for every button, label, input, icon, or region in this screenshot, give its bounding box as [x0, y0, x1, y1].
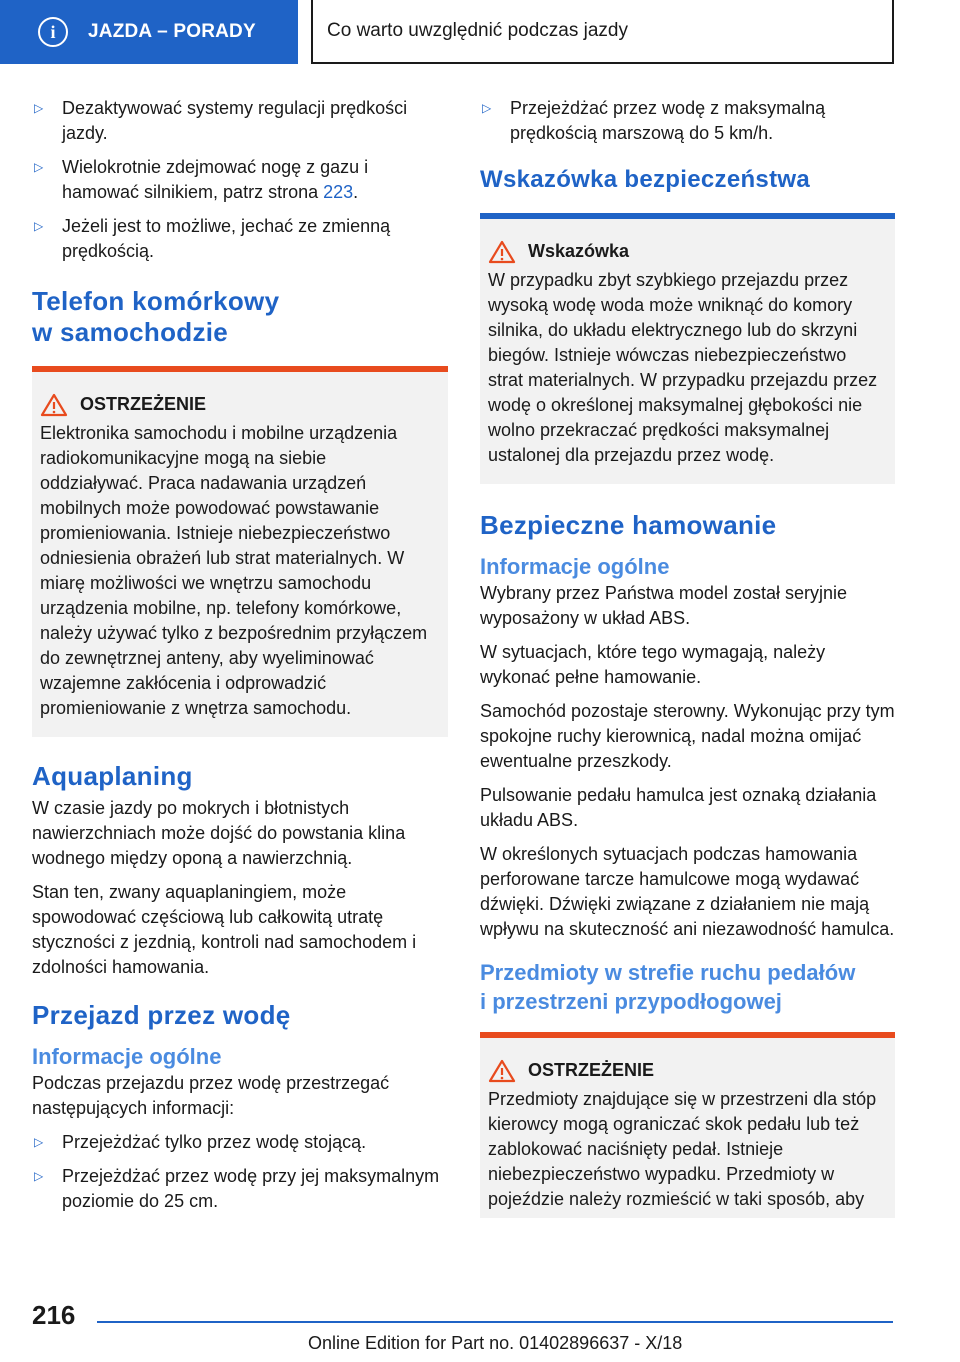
list-item-text: Przejeżdżać tylko przez wodę stojącą.: [62, 1132, 367, 1152]
left-column: [32, 96, 448, 1223]
subheading: Informacje ogólne: [480, 554, 670, 579]
list-item: [32, 96, 448, 146]
warning-title: OSTRZEŻENIE: [80, 394, 207, 414]
triangle-bullet-icon: ▷: [34, 1169, 44, 1183]
warning-text: Przedmioty znajdujące się w przestrzeni dla stóp kierowcy mogą ograniczać skok pedału lub też zablokować naciśnięty pedał. Istnieje niebezpieczeństwo wypadku. Przedmioty w pojeździe należy rozmieścić w taki sposób, aby: [488, 1089, 877, 1209]
notice-text: W przypadku zbyt szybkiego przejazdu przez wysoką wodę woda może wniknąć do komory silnika, do układu elektrycznego lub do skrzyni biegów. Istnieje wówczas niebezpieczeństwo strat materialnych. W przypadku przejazdu przez wodę o określonej maksymalnej głębokości nie wolno przekraczać prędkości maksymalnej ustalonej dla przejazdu przez wodę.: [488, 270, 878, 465]
list-item-text: Wielokrotnie zdejmować nogę z gazu i hamować silnikiem, patrz strona: [62, 157, 369, 202]
heading-line: w samochodzie: [32, 317, 229, 347]
paragraph: W określonych sytuacjach podczas hamowania perforowane tarcze hamulcowe mogą wydawać dźwięki. Dźwięki związane z działaniem nie mają wpływu na skuteczność ani niezawodność hamulca.: [480, 844, 895, 939]
triangle-bullet-icon: ▷: [34, 101, 44, 115]
paragraph: Samochód pozostaje sterowny. Wykonując przy tym spokojne ruchy kierownicą, nadal można omijać ewentualne przeszkody.: [480, 701, 895, 771]
warning-box: [480, 1032, 895, 1218]
notice-box: [480, 213, 895, 484]
warning-box-header: [488, 1058, 881, 1083]
section-tab[interactable]: [0, 0, 298, 64]
section-heading-braking: Bezpieczne hamowanie: [480, 510, 777, 540]
notice-box-header: [488, 239, 881, 264]
section-heading-water: Przejazd przez wodę: [32, 1000, 291, 1030]
triangle-bullet-icon: ▷: [482, 101, 492, 115]
list-item-text-with-link: Wielokrotnie zdejmować nogę z gazu i hamować silnikiem, patrz strona 223.: [62, 157, 369, 202]
triangle-bullet-icon: ▷: [34, 1135, 44, 1149]
page-number: 216: [32, 1300, 76, 1330]
triangle-bullet-icon: ▷: [34, 160, 44, 174]
paragraph: W sytuacjach, które tego wymagają, należy wykonać pełne hamowanie.: [480, 642, 826, 687]
list-item-text: Przejeżdżać przez wodę z maksymalną prędkością marszową do 5 km/h.: [510, 98, 826, 143]
notice-title: Wskazówka: [528, 241, 630, 261]
chapter-title: [311, 0, 894, 64]
paragraph: Wybrany przez Państwa model został seryjnie wyposażony w układ ABS.: [480, 583, 847, 628]
warning-box-header: [40, 392, 434, 417]
section-heading-pedals: [480, 958, 895, 1016]
triangle-bullet-icon: ▷: [34, 219, 44, 233]
section-heading-phone: [32, 286, 448, 348]
heading-line: i przestrzeni przypodłogowej: [480, 989, 782, 1014]
list-item: [32, 155, 448, 205]
list-item-text: Jeżeli jest to możliwe, jechać ze zmienną prędkością.: [62, 216, 391, 261]
page-reference-link[interactable]: 223: [323, 182, 354, 202]
warning-triangle-icon: [40, 393, 68, 417]
warning-box: [32, 366, 448, 737]
right-column: [480, 96, 895, 1218]
section-heading-safety: Wskazówka bezpieczeństwa: [480, 166, 810, 193]
subheading: Informacje ogólne: [32, 1044, 222, 1069]
edition-text: Online Edition for Part no. 01402896637 - X/18: [308, 1333, 683, 1353]
footer-divider: [97, 1321, 893, 1323]
info-icon: i: [38, 17, 68, 47]
warning-text: Elektronika samochodu i mobilne urządzenia radiokomunikacyjne mogą na siebie oddziaływać. Praca nadawania urządzeń mobilnych może powodować powstawanie promieniowania. Istnieje niebezpieczeństwo odniesienia obrażeń lub strat materialnych. W miarę możliwości we wnętrzu samochodu urządzenia mobilne, np. telefony komórkowe, należy używać tylko z bezpośrednim przyłączem do zewnętrznej anteny, aby wyeliminować wzajemne zakłócenia i odprowadzić promieniowanie z wnętrza samochodu.: [40, 423, 428, 718]
warning-title: OSTRZEŻENIE: [528, 1060, 655, 1080]
list-item: [32, 1130, 448, 1155]
section-label: JAZDA – PORADY: [88, 21, 256, 42]
paragraph: Pulsowanie pedału hamulca jest oznaką działania układu ABS.: [480, 785, 877, 830]
chapter-title-text: Co warto uwzględnić podczas jazdy: [327, 20, 628, 41]
warning-triangle-icon: [488, 240, 516, 264]
section-heading-aquaplaning: Aquaplaning: [32, 761, 193, 791]
paragraph: Podczas przejazdu przez wodę przestrzegać następujących informacji:: [32, 1073, 390, 1118]
warning-triangle-icon: [488, 1059, 516, 1083]
list-item-text: Dezaktywować systemy regulacji prędkości jazdy.: [62, 98, 408, 143]
list-item: [480, 96, 895, 146]
heading-line: Przedmioty w strefie ruchu pedałów: [480, 960, 856, 985]
paragraph: W czasie jazdy po mokrych i błotnistych nawierzchniach może dojść do powstania klina wodnego między oponą a nawierzchnią.: [32, 798, 406, 868]
list-item: [32, 214, 448, 264]
page-header: [0, 0, 960, 66]
heading-line: Telefon komórkowy: [32, 286, 280, 316]
paragraph: Stan ten, zwany aquaplaningiem, może spowodować częściową lub całkowitą utratę styczności z jezdnią, kontroli nad samochodem i zdolności hamowania.: [32, 882, 417, 977]
list-item-text: Przejeżdżać przez wodę przy jej maksymalnym poziomie do 25 cm.: [62, 1166, 440, 1211]
list-item: [32, 1164, 448, 1214]
